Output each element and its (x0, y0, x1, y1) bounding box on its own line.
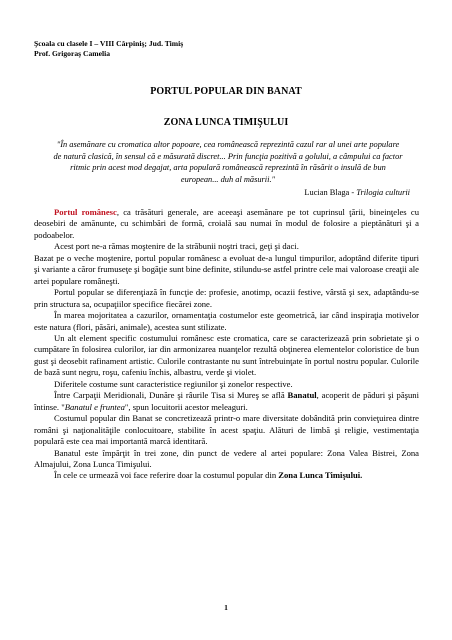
paragraph: Diferitele costume sunt caracteristice regiunilor şi zonelor respective. (54, 378, 293, 389)
paragraph: Banatul este împărţit în trei zone, din punct de vedere al artei populare: Zona Valea Bistrei, Zona Almajului, Zona Lunca Timişului. (34, 447, 419, 469)
paragraph (34, 390, 419, 413)
paragraph: În marea mojoritatea a cazurilor, ornamentaţia costumelor este geometrică, iar când inspiraţia motivelor este natura (flori, păsări, animale), acestea sunt stilizate. (34, 310, 419, 332)
saying: Banatul e fruntea (64, 401, 125, 412)
paragraph-text: Între Carpaţii Meridionali, Dunăre şi râurile Tisa si Mureş se află (54, 390, 288, 401)
epigraph-quote: "În asemănare cu cromatica altor popoare, cea românească reprezintă cazul rar al unei arte populare de natură clasică, în sensul că e măsurată discret... Prin funcţia pozitivă a golului, a câmpului ca factor ritmic prin acest mod degajat, arta populară românească reprezintă în răsărit o insulă de bun european... duh al măsurii." (53, 140, 403, 184)
paragraph: Un alt element specific costumului românesc este cromatica, care se caracterizează prin sobrietate şi o cumpătare în folosirea culorilor, iar din armonizarea nuanţelor rezultă obţinerea elementelor coloristice de bun gust şi deosebit rafinament artistic. Culorile contrastante nu sunt întrebuinţate în portul nostru popular. Culorile de bază sunt negru, roşu, cafeniu închis, albastru, verde şi violet. (34, 332, 419, 378)
highlighted-term: Portul românesc (54, 207, 117, 217)
quote-author: Lucian Blaga - (304, 188, 357, 197)
paragraph-text: , ca trăsături generale, are aceeaşi asemănare pe tot cuprinsul ţării, bineinţeles cu deosebiri de amănunte, cu schimbări de formă, croială sau numai în modul de folosire a pieptănături şi a podoabelor. (34, 207, 420, 240)
document-body (34, 207, 419, 482)
paragraph-text: ", spun locuitorii acestor meleaguri. (124, 401, 248, 412)
school-name: Şcoala cu clasele I – VIII Cărpiniş; Jud. Timiş (34, 39, 184, 48)
teacher-name: Prof. Grigoraş Camelia (34, 49, 110, 58)
quote-work: Trilogia culturii (356, 188, 410, 197)
paragraph: Costumul popular din Banat se concretizează printr-o mare diversitate dobândită prin convieţuirea dintre români şi naţionalităţile conlocuitoare, stabilite în acest spaţiu. Alături de limbă şi religie, vestimentaţia populară este cea mai importantă marcă identitară. (34, 413, 419, 447)
document-subtitle: ZONA LUNCA TIMIŞULUI (163, 117, 289, 128)
region-name: Banatul (287, 390, 317, 401)
document-title: PORTUL POPULAR DIN BANAT (150, 86, 302, 97)
page-number: 1 (224, 603, 228, 612)
paragraph-text: , acoperit de păduri şi păşuni întinse. " (34, 390, 419, 412)
quote-attribution (304, 188, 410, 197)
paragraph: Acest port ne-a rămas moştenire de la străbunii noştri traci, geţi şi daci. (54, 241, 299, 252)
paragraph-text: În cele ce urmează voi face referire doar la costumul popular din (54, 470, 279, 481)
paragraph (34, 207, 419, 241)
paragraph: Portul popular se diferenţiază în funcţie de: profesie, anotimp, ocazii festive, vârstă şi sex, adaptându-se prin structura sa, ocupaţiilor specifice fiecărei zone. (34, 287, 419, 309)
zone-name: Zona Lunca Timişului. (278, 470, 363, 481)
document-header (34, 39, 183, 59)
paragraph: Bazat pe o veche moştenire, portul popular românesc a evoluat de-a lungul timpurilor, adoptând diferite tipuri şi variante a căror frumuseţe şi bogăţie sunt bine definite, stilundu-se astfel printre cele mai valoroase creaţii ale artei populare româneşti. (34, 252, 419, 286)
paragraph (34, 470, 419, 481)
